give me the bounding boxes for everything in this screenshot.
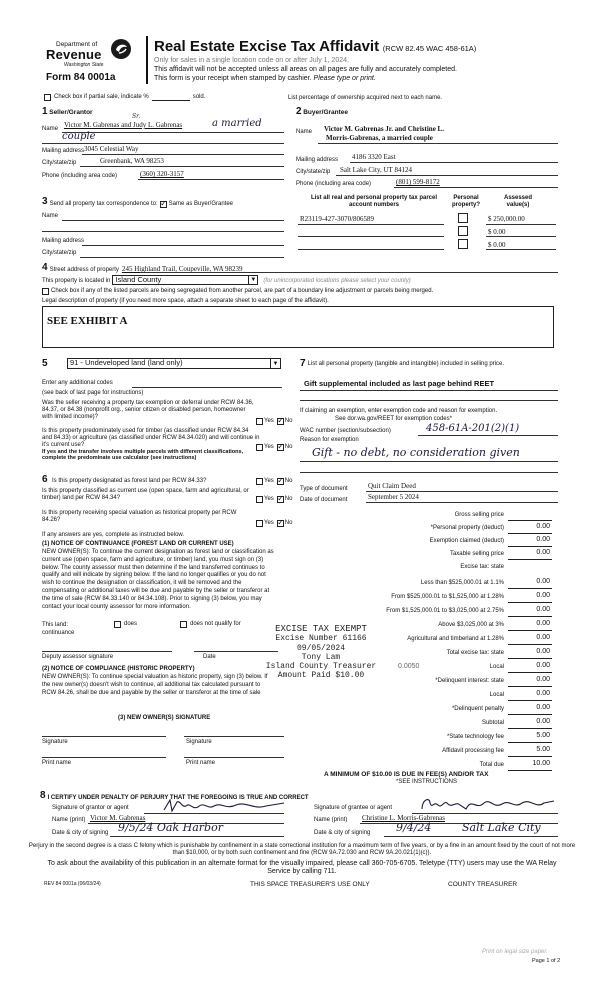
property-located-label: This property is located in: [42, 278, 111, 285]
if-yes-note: If any answers are yes, complete as instructed below.: [42, 532, 185, 538]
header-sub2: This affidavit will not be accepted unless all areas on all pages are fully and accurately completed.: [154, 66, 457, 73]
stamp-line6: Amount Paid $10.00: [277, 671, 365, 681]
header-sub1: Only for sales in a single location code on or after July 1, 2024.: [154, 57, 349, 64]
buyer-heading: [296, 106, 348, 118]
buyer-phone-label: Phone (including area code): [296, 181, 372, 187]
forest-yes-checkbox[interactable]: [256, 478, 263, 485]
grantor-date-line: [110, 836, 284, 837]
seller-phone-line: [138, 179, 284, 180]
tax-row-line: [508, 700, 552, 701]
tax-row-line: [508, 616, 552, 617]
correspondence-name-line: [62, 220, 284, 221]
segregate-row: [42, 288, 433, 295]
exemption-no-checkbox[interactable]: [277, 418, 284, 425]
form-title: [154, 38, 476, 55]
tax-row-label: Gross selling price: [454, 512, 504, 518]
tax-row-label: From $525,000.01 to $1,525,000 at 1.28%: [391, 594, 504, 600]
personal-property-checkbox-1[interactable]: [458, 213, 468, 223]
historic-yes-label: Yes: [264, 520, 274, 527]
tax-row-value[interactable]: 0.00: [536, 592, 550, 599]
partial-sale-row: [44, 94, 205, 101]
parcel-row-1[interactable]: R23119-427-3070/806589: [300, 215, 375, 223]
page-number: Page 1 of 2: [532, 958, 561, 964]
exemption-yes-checkbox[interactable]: [256, 418, 263, 425]
assessed-value-2[interactable]: $ 0.00: [488, 228, 506, 236]
minimum-due: A MINIMUM OF $10.00 IS DUE IN FEE(S) AND/OR TAX: [324, 771, 489, 778]
tax-row-value[interactable]: 0.00: [536, 676, 550, 683]
tax-row-line: [508, 756, 552, 757]
seller-address-value[interactable]: 3045 Celestial Way: [84, 145, 139, 153]
grantor-date-label: Date & city of signing: [52, 830, 109, 836]
land-does-label: does: [124, 621, 138, 628]
tax-row-line: [508, 533, 552, 534]
personal-property-value[interactable]: Gift supplemental included as last page behind REET: [304, 379, 495, 388]
doc-date-label: Date of document: [300, 497, 348, 503]
correspondence-row: [42, 196, 233, 208]
grantee-date-label: Date & city of signing: [314, 830, 371, 836]
assessed-value-1[interactable]: $ 250,000.00: [488, 215, 525, 223]
chevron-down-icon: ▼: [248, 276, 257, 285]
parcels-col1: List all real and personal property tax parcel account numbers: [310, 195, 438, 208]
land-does-not-label: does not qualify for: [190, 621, 241, 628]
tax-row-value[interactable]: 5.00: [536, 732, 550, 739]
section7-label: List all personal property (tangible and intangible) included in selling price.: [307, 361, 505, 367]
tax-row-value[interactable]: 0.00: [536, 620, 550, 627]
exemption-codes-note: See dor.wa.gov/REET for exemption codes*: [335, 416, 452, 422]
land-does-not-checkbox[interactable]: [180, 621, 187, 628]
sig3-print-label-1: Print name: [42, 760, 72, 766]
tax-row-line: [508, 644, 552, 645]
tax-row-label: Above $3,025,000 at 3%: [438, 622, 504, 628]
seller-phone-label: Phone (including area code): [42, 173, 118, 179]
alt-format-notice: To ask about the availability of this publication in an alternate format for the visually impaired, please call 360-705-6705. Teletype (TTY) users may use the WA Relay Service by calling 711.: [47, 860, 557, 876]
stamp-line4: Tony Lam: [301, 652, 341, 662]
sig3-signature-line-1: [42, 736, 166, 737]
buyer-address-line: [350, 162, 558, 163]
land-does-row: [114, 621, 137, 628]
doc-type-label: Type of document: [300, 486, 348, 492]
buyer-name-label: Name: [296, 129, 313, 135]
header-sub3-italic: Please type or print.: [313, 75, 376, 82]
dept-line1: Department of: [56, 41, 98, 48]
doc-date-value[interactable]: September 5 2024: [368, 493, 419, 501]
tax-row-label: Taxable selling price: [449, 551, 504, 557]
segregate-checkbox[interactable]: [42, 288, 49, 295]
seller-heading-text: Seller/Grantor: [49, 109, 93, 116]
section8-num: 8: [40, 790, 46, 801]
correspondence-name-label: Name: [42, 213, 59, 219]
seller-name-label: Name: [42, 126, 59, 132]
exemption-question: Was the seller receiving a property tax exemption or deferral under RCW 84.36, 84.37, or 84.38 (nonprofit org., senior citizen or disabled person, homeowner with limited income)?: [42, 400, 254, 420]
historic-yes-checkbox[interactable]: [256, 520, 263, 527]
doc-type-value[interactable]: Quit Claim Deed: [368, 482, 416, 490]
tax-row-line: [508, 714, 552, 715]
tax-row-line: [508, 559, 552, 560]
doc-date-line: [366, 502, 558, 503]
sig3-print-label-2: Print name: [186, 760, 216, 766]
property-num: 4: [42, 262, 48, 273]
grantor-name-label: Name (print): [52, 817, 86, 823]
reason-value[interactable]: Gift - no debt, no consideration given: [312, 446, 520, 459]
personal-property-checkbox-3[interactable]: [458, 239, 468, 249]
tax-row-label: Subtotal: [481, 720, 504, 726]
use-code-chevron-down-icon: ▼: [270, 359, 280, 369]
tax-row-line: [508, 728, 552, 729]
tax-row-line: [508, 686, 552, 687]
grantee-name-label: Name (print): [314, 817, 348, 823]
correspondence-address-line: [82, 245, 284, 246]
tax-row-label: Less than $525,000.01 at 1.1%: [420, 580, 504, 586]
doc-type-line: [366, 491, 558, 492]
seller-name-hand: a married: [212, 118, 262, 129]
additional-codes-label: Enter any additional codes: [42, 380, 113, 386]
treasurer-use: THIS SPACE TREASURER'S USE ONLY: [250, 881, 370, 888]
unincorporated-note: (for unincorporated locations please select your county): [263, 278, 411, 285]
washington-emblem-icon: [110, 38, 132, 60]
exemption-claim-note: If claiming an exemption, enter exemption code and reason for exemption.: [300, 408, 498, 414]
see-instructions: *SEE INSTRUCTIONS: [396, 779, 458, 785]
section6-num: 6: [42, 474, 48, 485]
forest-question: Is this property designated as forest land per RCW 84.33?: [52, 478, 207, 484]
form-rcw: (RCW 82.45 WAC 458-61A): [382, 44, 477, 53]
timber-yes-checkbox[interactable]: [256, 444, 263, 451]
stamp-line3: 09/05/2024: [296, 643, 345, 653]
tax-row-value[interactable]: 0.00: [536, 690, 550, 697]
property-street-label: Street address of property: [49, 266, 119, 273]
tax-row-label: Agricultural and timberland at 1.28%: [407, 636, 504, 642]
exemption-yes-label: Yes: [264, 418, 274, 425]
buyer-heading-text: Buyer/Grantee: [303, 109, 349, 116]
current-use-yes-checkbox[interactable]: [256, 496, 263, 503]
timber-no-label: No: [284, 444, 293, 451]
tax-row-value[interactable]: 0.00: [536, 704, 550, 711]
grantee-signature[interactable]: [418, 795, 558, 813]
grantor-signature[interactable]: [162, 798, 292, 814]
correspondence-num: 3: [42, 196, 48, 207]
assessed-line-1: [486, 224, 556, 225]
buyer-city-line: [336, 175, 558, 176]
tax-row-value[interactable]: 0.00: [536, 536, 550, 543]
current-use-yes-no: [256, 496, 292, 503]
section7-header: [300, 358, 558, 370]
tax-row-value[interactable]: 0.00: [536, 662, 550, 669]
section5-num: 5: [42, 358, 48, 369]
stamp-line5: Island County Treasurer: [265, 661, 377, 671]
tax-row-label: *Delinquent interest: state: [435, 678, 504, 684]
property-street-value[interactable]: 245 Highland Trail, Coupeville, WA 98239: [121, 265, 243, 274]
seller-phone-value[interactable]: (360) 320-3157: [140, 170, 184, 178]
correspondence-label: Send all property tax correspondence to:: [49, 200, 158, 207]
wac-value[interactable]: 458-61A-201(2)(1): [426, 423, 520, 434]
historic-question: Is this property receiving special valuation as historical property per RCW 84.26?: [42, 510, 237, 523]
seller-address-label: Mailing address: [42, 148, 85, 154]
continuance-label: continuance: [42, 630, 75, 636]
deputy-signature-line: [42, 651, 172, 652]
historic-yes-no: [256, 520, 292, 527]
form-number: Form 84 0001a: [46, 72, 116, 83]
tax-row-line: [508, 770, 552, 771]
personal-property-checkbox-2[interactable]: [458, 226, 468, 236]
tax-row-label: Local: [489, 664, 504, 670]
partial-sale-label: Check box if partial sale, indicate %: [54, 94, 149, 101]
current-use-question: Is this property classified as current use (open space, farm and agricultural, or timber) land per RCW 84.34?: [42, 488, 249, 501]
correspondence-address-label: Mailing address: [42, 238, 85, 244]
sig3-title: (3) NEW OWNER(S) SIGNATURE: [118, 715, 211, 721]
segregate-label: Check box if any of the listed parcels are being segregated from another parcel, are part of a boundary line adjustment or parcels being merged.: [51, 288, 434, 295]
header-sub3: [154, 75, 376, 83]
tax-row-label: *State technology fee: [446, 734, 504, 740]
seller-name-sr: Sr.: [132, 113, 141, 120]
county-select-value: Island County: [115, 274, 162, 284]
partial-sale-checkbox[interactable]: [44, 94, 51, 101]
tax-row-label: *Personal property (deduct): [430, 525, 504, 531]
timber-calculator-note: If yes and the transfer involves multiple parcels with different classifications, complete the predominate use calculator (see instructions): [42, 449, 244, 462]
seller-city-label: City/state/zip: [42, 160, 77, 166]
tax-row-value[interactable]: 10.00: [532, 760, 550, 767]
additional-codes-line: [132, 387, 282, 388]
parcels-col3: Assessed value(s): [503, 195, 533, 208]
tax-row-line: [508, 602, 552, 603]
seller-city-line: [80, 166, 284, 167]
tax-row-value[interactable]: 0.00: [536, 606, 550, 613]
perjury-notice: Perjury in the second degree is a class C felony which is punishable by confinement in a state correctional institution for a maximum term of five years, or by a fine in an amount fixed by the court of not more than $10,000, or by both such confinement and fine (RCW 9A.72.030 and RCW 9A.20.021(1)(c)).: [28, 843, 576, 857]
assessed-line-2: [486, 236, 556, 237]
county-select[interactable]: [112, 275, 258, 285]
personal-property-line-1: [300, 390, 558, 391]
forest-no-label: No: [284, 478, 293, 485]
tax-row-value[interactable]: 0.00: [536, 718, 550, 725]
correspondence-name-line2: [42, 231, 284, 232]
sig3-signature-line-2: [184, 736, 284, 737]
parcel-line-2: [298, 236, 444, 237]
timber-question: Is this property predominately used for timber (as classified under RCW 84.34 and 84.33) or agriculture (as classified under RCW 84.34.020) and will continue in it's current use?: [42, 428, 260, 448]
tax-row-label: Local: [489, 692, 504, 698]
assessed-value-3[interactable]: $ 0.00: [488, 241, 506, 249]
tax-row-value[interactable]: 0.00: [536, 648, 550, 655]
stamp-line1: EXCISE TAX EXEMPT: [275, 624, 367, 634]
tax-row-label: Exemption claimed (deduct): [429, 538, 504, 544]
same-as-buyer-checkbox[interactable]: [160, 201, 167, 208]
tax-row-line: [508, 588, 552, 589]
tax-row-label: *Delinquent penalty: [451, 706, 504, 712]
forest-no-checkbox[interactable]: [277, 478, 284, 485]
sig3-signature-label-1: Signature: [42, 739, 68, 745]
grantee-city-value[interactable]: Salt Lake City: [462, 821, 541, 834]
list-percentage-note: List percentage of ownership acquired next to each name.: [288, 95, 443, 101]
personal-property-line-2: [300, 400, 558, 401]
legal-description-box[interactable]: [42, 306, 554, 348]
tax-row-line: [508, 630, 552, 631]
buyer-city-value[interactable]: Salt Lake City, UT 84124: [340, 166, 412, 174]
seller-address-line: [82, 154, 284, 155]
parcels-col2: Personal property?: [451, 195, 480, 208]
buyer-address-value[interactable]: 4186 3320 East: [352, 153, 396, 161]
section7-num: 7: [300, 358, 306, 369]
timber-yes-label: Yes: [264, 444, 274, 451]
historic-no-checkbox[interactable]: [277, 520, 284, 527]
tax-row-value[interactable]: 0.00: [536, 634, 550, 641]
grantee-date-value[interactable]: 9/4/24: [396, 821, 432, 834]
dept-line3: Washington State: [64, 62, 104, 68]
property-street-line: [140, 272, 558, 273]
exemption-yes-no: [256, 418, 292, 425]
notice1-body: NEW OWNER(S): To continue the current designation as forest land or classification as current use (open space, farm and agriculture, or timber) land, you must sign on (3) below. The county assessor must then determine if the land transferred continues to qualify and will indicate by signing below. If the land no longer qualifies or you do not wish to continue the designation or classification, it will be removed and the compensating or additional taxes will be due and payable by the seller or transferor at the time of sale (RCW 84.33.140 or 84.34.108). Prior to signing (3) below, you may contact your local county assessor for more information.: [42, 549, 274, 610]
sig3-print-line-2: [184, 757, 284, 758]
partial-sale-percent[interactable]: [152, 94, 190, 101]
buyer-phone-line: [394, 187, 558, 188]
reason-line-2: [300, 472, 558, 473]
buyer-num: 2: [296, 106, 302, 117]
tax-row-label: Affidavit processing fee: [442, 748, 504, 754]
current-use-yes-label: Yes: [264, 496, 274, 503]
grantee-date-line: [384, 836, 558, 837]
partial-sale-sold: sold.: [192, 94, 206, 101]
use-code-select[interactable]: [67, 358, 281, 369]
see-back-note: (see back of last page for instructions): [42, 390, 144, 396]
county-treasurer: COUNTY TREASURER: [448, 881, 518, 888]
seller-name-hand2: couple: [62, 131, 96, 142]
forest-yes-no: [256, 478, 292, 485]
correspondence-city-label: City/state/zip: [42, 250, 77, 256]
buyer-name-value1[interactable]: Victor M. Gabrenas Jr. and Christine L.: [324, 125, 444, 133]
wac-label: WAC number (section/subsection): [300, 428, 391, 434]
deputy-signature-label: Deputy assessor signature: [42, 654, 114, 660]
grantor-signature-line: [144, 813, 284, 814]
forest-yes-label: Yes: [264, 478, 274, 485]
tax-row-label: From $1,525,000.01 to $3,025,000 at 2.75%: [386, 608, 504, 614]
tax-row-line: [508, 742, 552, 743]
parcel-line-3: [298, 249, 444, 250]
notice2-body: NEW OWNER(S): To continue special valuation as historic property, sign (3) below. If the new owner(s) doesn't wish to continue, all additional tax calculated pursuant to RCW 84.26, shall be due and payable by the seller or transferor at the time of sale: [42, 674, 268, 696]
grantor-signature-label: Signature of grantor or agent: [52, 805, 129, 811]
deputy-date-label: Date: [203, 654, 216, 660]
header-sub3-text: This form is your receipt when stamped by cashier.: [154, 75, 312, 82]
property-county-row: [42, 275, 411, 285]
wac-line: [418, 435, 558, 436]
notice1-title: (1) NOTICE OF CONTINUANCE (FOREST LAND OR CURRENT USE): [42, 541, 234, 547]
form-revision: REV 84 0001a (06/03/24): [44, 881, 101, 887]
buyer-name-line: [318, 143, 558, 144]
reason-label: Reason for exemption: [300, 437, 359, 443]
seller-heading: [42, 106, 93, 118]
same-as-buyer-label: Same as Buyer/Grantee: [168, 200, 234, 207]
land-does-not-row: [180, 621, 241, 628]
tax-row-value[interactable]: 5.00: [536, 746, 550, 753]
dept-line2: Revenue: [46, 47, 102, 62]
reason-line-1: [300, 461, 558, 462]
current-use-no-label: No: [284, 496, 293, 503]
header-divider: [146, 36, 148, 84]
tax-row-label: Total due: [479, 762, 504, 768]
tax-row-value[interactable]: 0.00: [536, 549, 550, 556]
seller-num: 1: [42, 106, 48, 117]
sig3-signature-label-2: Signature: [186, 739, 212, 745]
timber-no-checkbox[interactable]: [277, 444, 284, 451]
tax-row-line: [508, 520, 552, 521]
legal-description-label: Legal description of property (if you need more space, attach a separate sheet to each page of the affidavit).: [42, 298, 329, 304]
buyer-phone-value[interactable]: (801) 599-8172: [396, 178, 440, 186]
treasurer-stamp: [256, 624, 386, 680]
grantor-name-value[interactable]: Victor M. Gabrenas: [90, 814, 146, 822]
current-use-no-checkbox[interactable]: [277, 496, 284, 503]
historic-no-label: No: [284, 520, 293, 527]
grantee-signature-scribble: [418, 795, 558, 813]
stamp-line2: Excise Number 61166: [275, 634, 367, 644]
local-rate: 0.0050: [398, 663, 420, 670]
print-legal-note: Print on legal size paper.: [482, 949, 548, 955]
buyer-name-value2[interactable]: Morris-Gabrenas, a married couple: [326, 134, 433, 142]
tax-row-line: [508, 546, 552, 547]
tax-row-label: Total excise tax: state: [446, 650, 504, 656]
notice2-title: (2) NOTICE OF COMPLIANCE (HISTORIC PROPERTY): [42, 666, 195, 672]
grantor-date-value[interactable]: 9/5/24 Oak Harbor: [118, 821, 223, 834]
legal-description-value: SEE EXHIBIT A: [47, 315, 128, 327]
correspondence-city-line: [80, 257, 284, 258]
tax-row-value[interactable]: 0.00: [536, 578, 550, 585]
seller-city-value[interactable]: Greenbank, WA 98253: [100, 157, 164, 165]
seller-name-value[interactable]: Victor M. Gabrenas and Judy L. Gabrenas: [64, 121, 183, 129]
this-land-label: This land:: [42, 622, 69, 628]
buyer-city-label: City/state/zip: [296, 169, 331, 175]
buyer-address-label: Mailing address: [296, 157, 339, 163]
grantor-signature-scribble: [162, 798, 292, 814]
grantee-signature-label: Signature of grantee or agent: [314, 805, 393, 811]
certify-text: I CERTIFY UNDER PENALTY OF PERJURY THAT THE FOREGOING IS TRUE AND CORRECT: [47, 794, 309, 801]
assessed-line-3: [486, 249, 556, 250]
use-code-value: 91 - Undeveloped land (land only): [70, 358, 183, 368]
exemption-no-label: No: [284, 418, 293, 425]
tax-row-line: [508, 672, 552, 673]
seller-name-line2: [42, 143, 284, 144]
tax-row-line: [508, 658, 552, 659]
form-title-text: Real Estate Excise Tax Affidavit: [154, 38, 380, 55]
tax-row-value[interactable]: 0.00: [536, 523, 550, 530]
tax-row-label: Excise tax: state: [460, 564, 504, 570]
grantee-name-value[interactable]: Christine L. Morris-Gabrenas: [362, 814, 446, 822]
timber-yes-no: [256, 444, 292, 451]
sig3-print-line-1: [42, 757, 166, 758]
parcel-line-1: [298, 224, 444, 225]
land-does-checkbox[interactable]: [114, 621, 121, 628]
